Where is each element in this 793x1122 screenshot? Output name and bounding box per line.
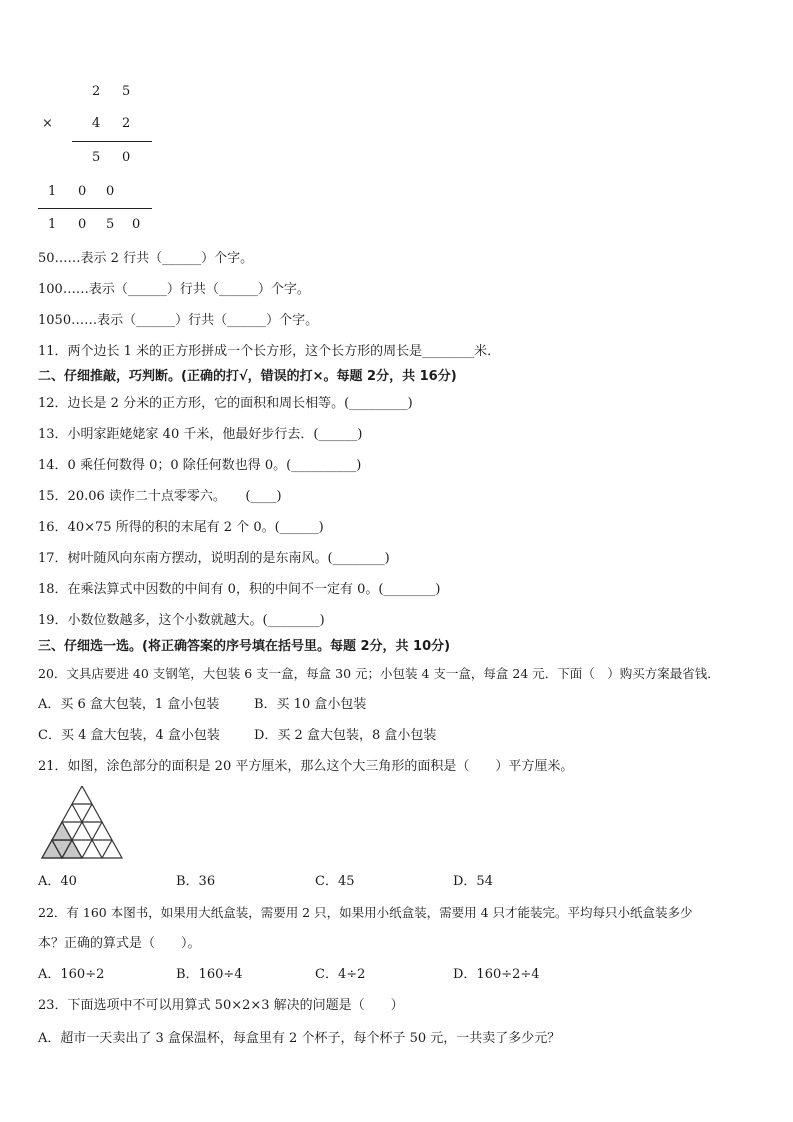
digit: 0 xyxy=(122,150,131,165)
digit: 4 xyxy=(92,116,101,131)
question-11: 11．两个边长 1 米的正方形拼成一个长方形，这个长方形的周长是________米． xyxy=(38,344,501,359)
option-b: B．160÷4 xyxy=(176,967,243,982)
question-22-cont: 本？正确的算式是（ ）。 xyxy=(38,936,201,951)
option-c: C．45 xyxy=(315,874,355,889)
explain-line: 100……表示（______）行共（______）个字。 xyxy=(38,282,310,297)
explain-line: 50……表示 2 行共（______）个字。 xyxy=(38,251,254,266)
digit: 5 xyxy=(92,150,101,165)
digit: 0 xyxy=(132,217,141,232)
judge-question: 15．20.06 读作二十点零零六。 (____) xyxy=(38,489,282,504)
judge-question: 16．40×75 所得的积的末尾有 2 个 0。(______) xyxy=(38,520,324,535)
rule-line xyxy=(72,141,152,142)
option-a: A．160÷2 xyxy=(38,967,105,982)
triangle-figure xyxy=(40,786,126,860)
option-a: A．买 6 盒大包装，1 盒小包装 xyxy=(38,697,220,712)
digit: 5 xyxy=(106,217,115,232)
option-d: D．54 xyxy=(453,874,493,889)
digit: 5 xyxy=(122,84,131,99)
option-b: B．36 xyxy=(176,874,216,889)
option-a: A．超市一天卖出了 3 盒保温杯，每盒里有 2 个杯子，每个杯子 50 元，一共卖了多少元？ xyxy=(38,1031,561,1046)
option-d: D．买 2 盒大包装，8 盒小包装 xyxy=(254,728,437,743)
option-a: A．40 xyxy=(38,874,77,889)
digit: 0 xyxy=(106,184,115,199)
option-c: C．4÷2 xyxy=(315,967,366,982)
times-sign: × xyxy=(42,116,53,131)
question-22: 22．有 160 本图书，如果用大纸盒装，需要用 2 只，如果用小纸盒装，需要用 4 只才能装完。平均每只小纸盒装多少 xyxy=(38,905,693,920)
digit: 2 xyxy=(92,84,101,99)
option-d: D．160÷2÷4 xyxy=(453,967,540,982)
digit: 0 xyxy=(78,217,87,232)
question-20: 20．文具店要进 40 支钢笔，大包装 6 支一盒，每盒 30 元；小包装 4 支一盒，每盒 24 元．下面（ ）购买方案最省钱． xyxy=(38,666,720,681)
explain-line: 1050……表示（______）行共（______）个字。 xyxy=(38,313,319,328)
option-b: B．买 10 盒小包装 xyxy=(254,697,367,712)
section-2-heading: 二、仔细推敲，巧判断。(正确的打√，错误的打×。每题 2分，共 16分) xyxy=(38,369,457,384)
digit: 2 xyxy=(122,116,131,131)
section-3-heading: 三、仔细选一选。(将正确答案的序号填在括号里。每题 2分，共 10分) xyxy=(38,639,451,654)
rule-line xyxy=(38,208,152,209)
judge-question: 19．小数位数越多，这个小数就越大。(________) xyxy=(38,613,325,628)
question-21: 21．如图，涂色部分的面积是 20 平方厘米，那么这个大三角形的面积是（ ）平方厘米。 xyxy=(38,759,574,774)
question-23: 23．下面选项中不可以用算式 50×2×3 解决的问题是（ ） xyxy=(38,998,404,1013)
digit: 1 xyxy=(48,184,57,199)
digit: 0 xyxy=(78,184,87,199)
judge-question: 12．边长是 2 分米的正方形，它的面积和周长相等。(_________) xyxy=(38,396,413,411)
digit: 1 xyxy=(48,217,57,232)
judge-question: 18．在乘法算式中因数的中间有 0，积的中间不一定有 0。(________) xyxy=(38,582,441,597)
judge-question: 13．小明家距姥姥家 40 千米，他最好步行去．(______) xyxy=(38,427,363,442)
judge-question: 14．0 乘任何数得 0；0 除任何数也得 0。(__________) xyxy=(38,458,362,473)
judge-question: 17．树叶随风向东南方摆动，说明刮的是东南风。(________) xyxy=(38,551,390,566)
option-c: C．买 4 盒大包装，4 盒小包装 xyxy=(38,728,220,743)
